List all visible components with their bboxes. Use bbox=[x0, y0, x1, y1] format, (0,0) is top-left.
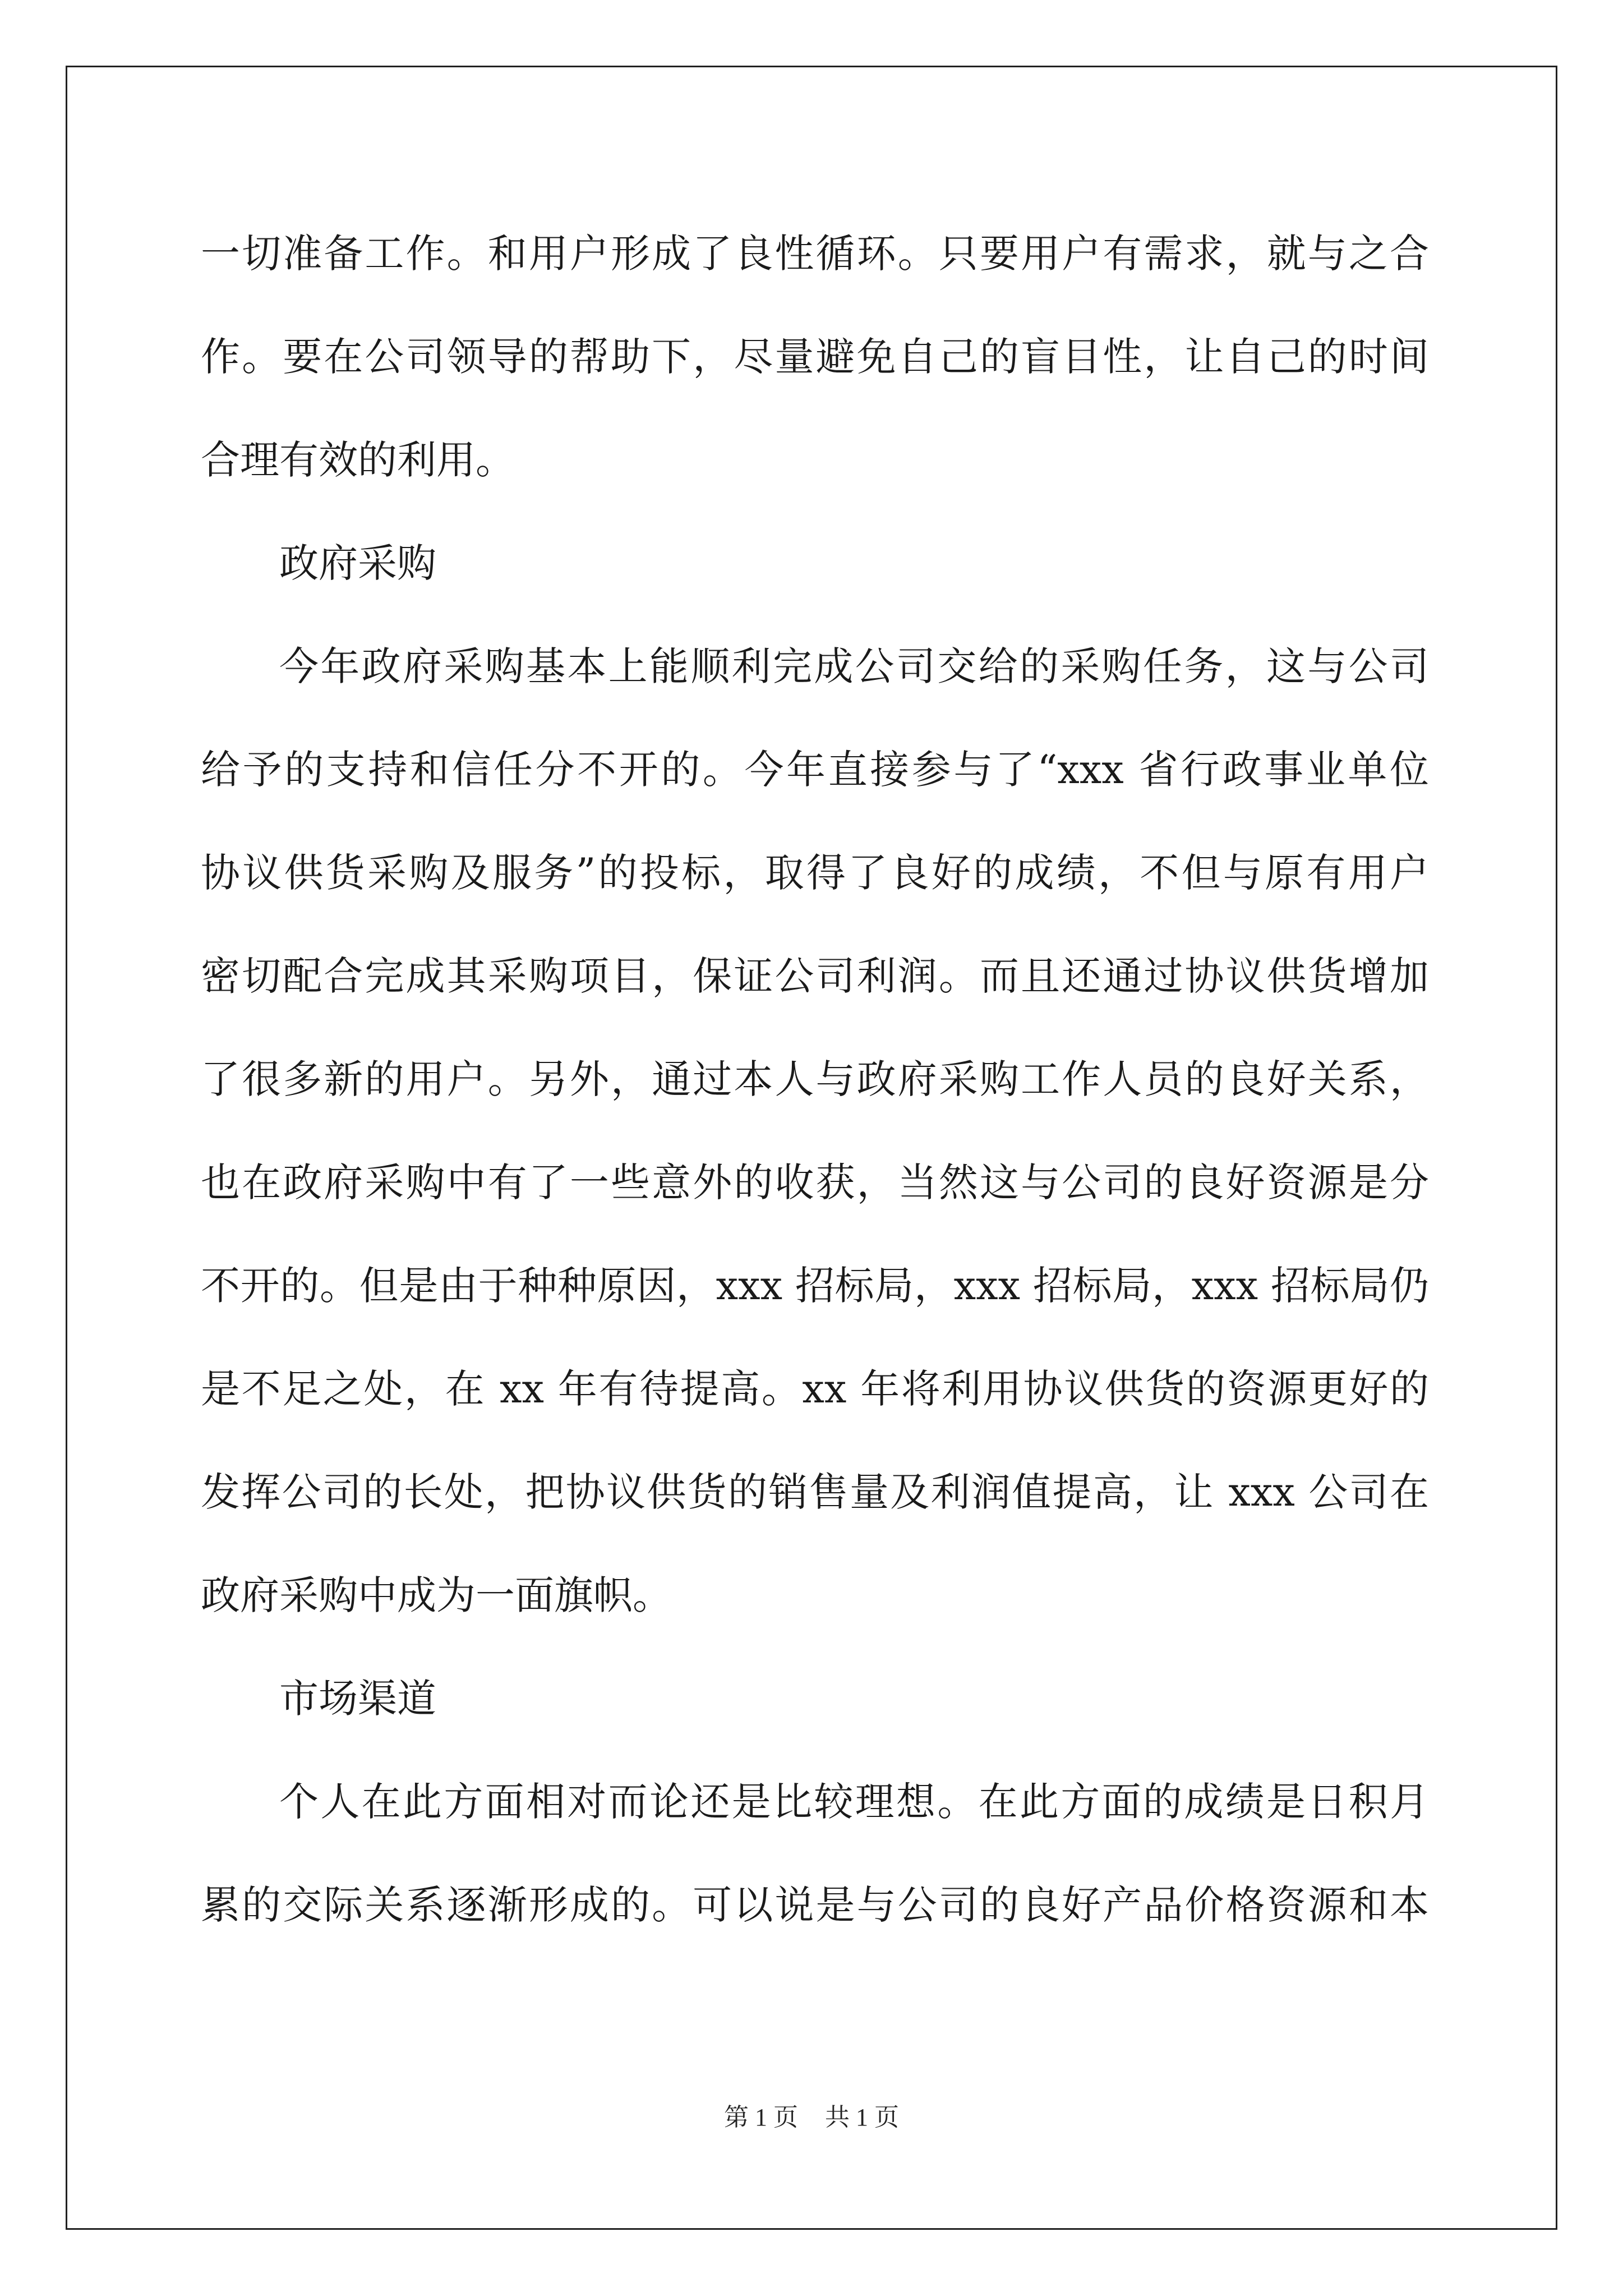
text-line: 政府采购中成为一面旗帜。 bbox=[201, 1572, 672, 1618]
text-line: 是不足之处，在 xx 年有待提高。xx 年将利用协议供货的资源更好的 bbox=[201, 1366, 1429, 1412]
text-line: 不开的。但是由于种种原因，xxx 招标局，xxx 招标局，xxx 招标局仍 bbox=[201, 1263, 1429, 1309]
text-line: 发挥公司的长处，把协议供货的销售量及利润值提高，让 xxx 公司在 bbox=[201, 1469, 1429, 1515]
section-heading-market-channels: 市场渠道 bbox=[279, 1676, 436, 1722]
text-line: 个人在此方面相对而论还是比较理想。在此方面的成绩是日积月 bbox=[279, 1779, 1429, 1825]
text-line: 给予的支持和信任分不开的。今年直接参与了“xxx 省行政事业单位 bbox=[201, 747, 1429, 793]
page-footer bbox=[0, 2101, 1623, 2134]
text-line: 作。要在公司领导的帮助下，尽量避免自己的盲目性，让自己的时间 bbox=[201, 334, 1429, 380]
text-line: 密切配合完成其采购项目，保证公司利润。而且还通过协议供货增加 bbox=[201, 953, 1429, 999]
page-number-current: 第 1 页 bbox=[724, 2104, 798, 2131]
text-line: 协议供货采购及服务”的投标，取得了良好的成绩，不但与原有用户 bbox=[201, 850, 1429, 896]
text-line: 累的交际关系逐渐形成的。可以说是与公司的良好产品价格资源和本 bbox=[201, 1882, 1429, 1928]
text-line: 今年政府采购基本上能顺利完成公司交给的采购任务，这与公司 bbox=[279, 643, 1429, 689]
text-line: 一切准备工作。和用户形成了良性循环。只要用户有需求，就与之合 bbox=[201, 231, 1429, 277]
document-body bbox=[201, 202, 1429, 1957]
text-line: 了很多新的用户。另外，通过本人与政府采购工作人员的良好关系， bbox=[201, 1056, 1429, 1102]
section-heading-government-procurement: 政府采购 bbox=[279, 540, 436, 586]
page-number-total: 共 1 页 bbox=[825, 2104, 899, 2131]
text-line: 合理有效的利用。 bbox=[201, 437, 515, 483]
text-line: 也在政府采购中有了一些意外的收获，当然这与公司的良好资源是分 bbox=[201, 1159, 1429, 1205]
